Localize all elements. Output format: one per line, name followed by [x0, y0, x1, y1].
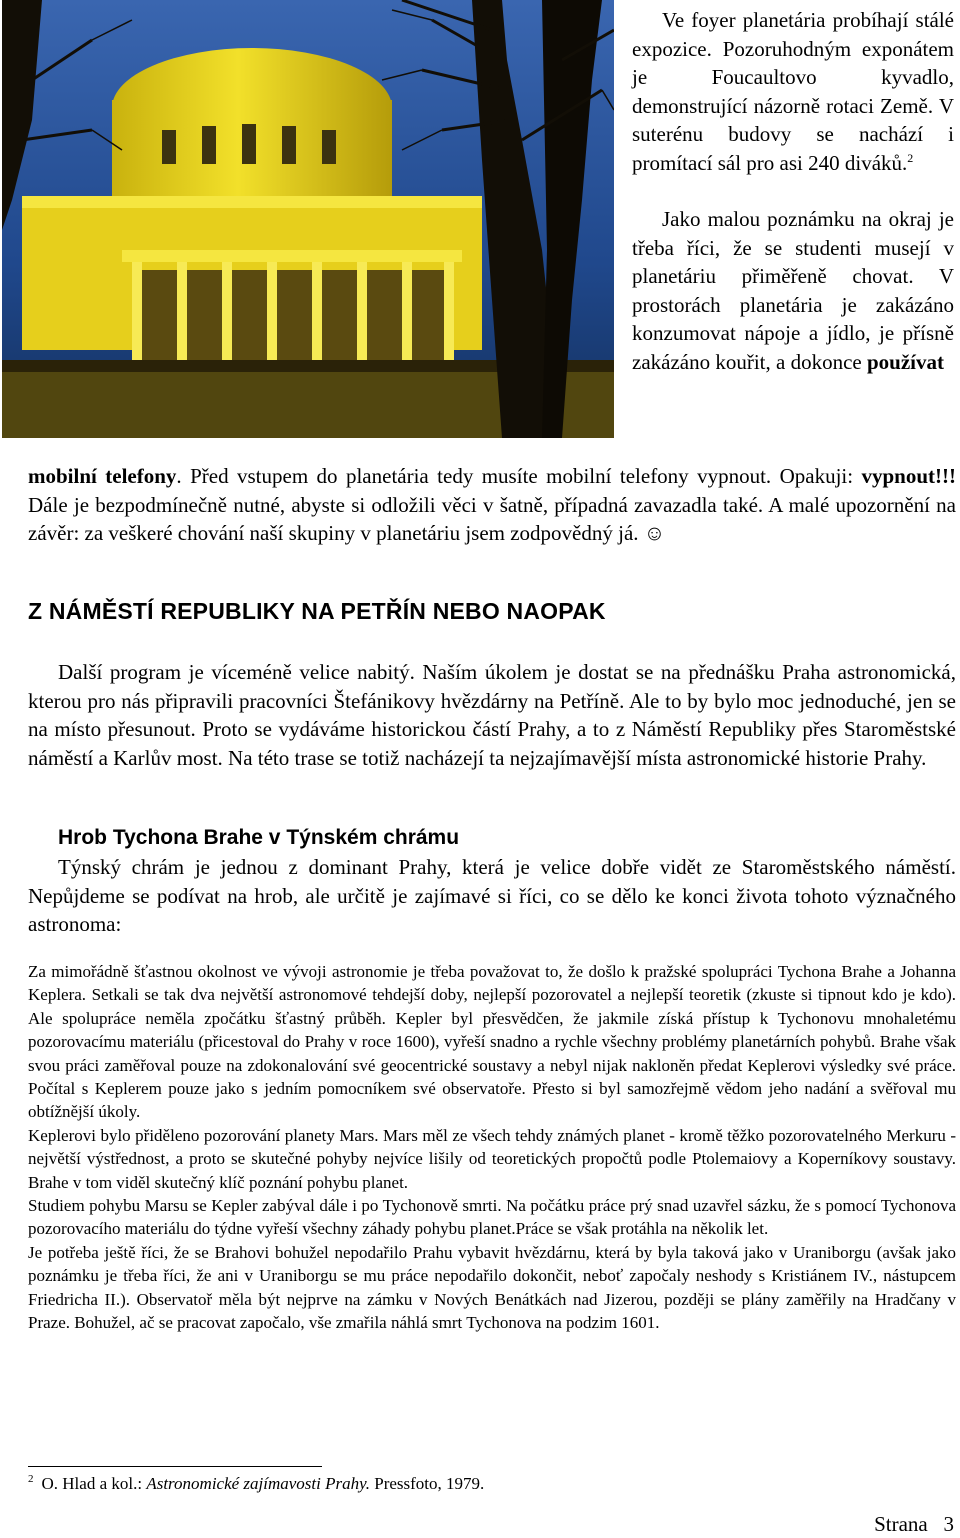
footnote-separator: [28, 1466, 322, 1467]
tyn-paragraph: [28, 853, 956, 939]
behaviour-paragraph: [632, 205, 954, 376]
continuation-text-a: . Před vstupem do planetária tedy musíte mobilní telefony vypnout. Opakuji:: [176, 464, 862, 488]
footnote-number: 2: [28, 1473, 34, 1486]
behaviour-bold: používat: [866, 349, 944, 374]
footnote: [28, 1472, 484, 1495]
footnote-title: Astronomické zajímavosti Prahy.: [146, 1474, 370, 1493]
planetarium-photo: [2, 0, 614, 438]
small-paragraph-1: Za mimořádně šťastnou okolnost ve vývoji astronomie je třeba považovat to, že došlo k pražské spolupráci Tychona Brahe a Johanna Keplera. Setkali se tak dva největší astronomové tehdejší doby, nejlepší pozorovatel a nejlepší teoretik (zkuste si tipnout kdo je kdo). Ale spolupráce neměla zpočátku šťastný průběh. Kepler byl přesvědčen, že jakmile získá přístup k Tychonovu mnohaletému pozorovacímu materiálu (přicestoval do Prahy v roce 1600), vyřeší snadno a rychle všechny problémy planetárních pohybů. Brahe však svou práci zaměřoval pouze na zdokonalování své geocentrické soustavy a nebyl nijak nakloněn předat Keplerovi výsledky své práce. Počítal s Keplerem pouze jako s jedním pomocníkem své observatoře. Přesto si byl samozřejmě vědom jeho nadání a svěřoval mu obtížnější úkoly.: [28, 962, 956, 1122]
route-paragraph-text: Další program je víceméně velice nabitý. Naším úkolem je dostat se na přednášku Praha astronomická, kterou pro nás připravili pracovníci Štefánikovy hvězdárny na Petříně. Ale to by bylo moc jednoduché, jen se na místo přesunout. Proto se vydáváme historickou částí Prahy, a to z Náměstí Republiky přes Staroměstské náměstí a Karlův most. Na této trase se totiž nacházejí ta nejzajímavější místa astronomické historie Prahy.: [28, 660, 956, 770]
bold-switch-off: vypnout!!!: [861, 464, 957, 488]
right-column-text: [632, 6, 954, 376]
behaviour-paragraph-text: Jako malou poznámku na okraj je třeba říci, že se studenti musejí v planetáriu přiměřeně chovat. V prostorách planetária je zakázáno konzumovat nápoje a jídlo, je přísně zakázáno kouřit, a dokonce: [632, 207, 954, 374]
route-paragraph: [28, 658, 956, 772]
continuation-paragraph: [28, 462, 956, 548]
small-paragraph-4: Je potřeba ještě říci, že se Brahovi bohužel nepodařilo Prahu vybavit hvězdárnu, která by byla taková jako v Uraniborgu (avšak jako poznámku je třeba říci, že ani v Uraniborgu se mu práce nepodařilo dokončit, neboť započaly neshody s Kristiánem IV., nástupcem Friedricha II.). Observatoř měla být nejprve na zámku v Nových Benátkách nad Jizerou, později se plány zaměřily na Hradčany v Praze. Bohužel, ač se pracovat započalo, vše zmařila náhlá smrt Tychonova na podzim 1601.: [28, 1242, 956, 1333]
planetarium-illustration: [2, 0, 614, 438]
footnote-suffix: Pressfoto, 1979.: [369, 1474, 485, 1493]
footnote-prefix: O. Hlad a kol.:: [41, 1474, 147, 1493]
footnote-ref: 2: [907, 150, 914, 165]
section-heading-route: Z NÁMĚSTÍ REPUBLIKY NA PETŘÍN NEBO NAOPAK: [28, 598, 606, 624]
foyer-paragraph-text: Ve foyer planetária probíhají stálé expozice. Pozoruhodným exponátem je Foucaultovo kyvadlo, demonstrující názorně rotaci Země. V suterénu budovy se nachází i promítací sál pro asi 240 diváků.: [632, 8, 954, 175]
bold-phones: mobilní telefony: [28, 464, 177, 488]
page-number: Strana 3: [874, 1512, 954, 1536]
small-paragraph-3: Studiem pohybu Marsu se Kepler zabýval dále i po Tychonově smrti. Na počátku práce prý snad uzavřel sázku, že s pomocí Tychonova pozorovacího materiálu do týdne vyřeší všechny záhady pohybu planet.Práce se však protáhla na několik let.: [28, 1196, 956, 1239]
foyer-paragraph: [632, 6, 954, 177]
small-paragraph-2: Keplerovi bylo přiděleno pozorování planety Mars. Mars měl ze všech tehdy známých planet - kromě těžko pozorovatelného Merkuru - největší výstřednost, a proto se skutečné pohyby nejvíce lišily od teoretických propočtů podle Ptolemaiovy a Koperníkovy soustavy. Brahe v tom viděl skutečný klíč poznání pohybu planet.: [28, 1125, 956, 1192]
section-heading-tycho: Hrob Tychona Brahe v Týnském chrámu: [58, 826, 460, 849]
kepler-brahe-block: [28, 960, 956, 1335]
continuation-text-c: Dále je bezpodmínečně nutné, abyste si odložili věci v šatně, případná zavazadla také. A malé upozornění na závěr: za veškeré chování naší skupiny v planetáriu jsem zodpovědný já. ☺: [28, 492, 956, 545]
tyn-paragraph-text: Týnský chrám je jednou z dominant Prahy, která je velice dobře vidět ze Staroměstského náměstí. Nepůjdeme se podívat na hrob, ale určitě je zajímavé si říci, co se dělo ke konci života tohoto význačného astronoma:: [28, 855, 956, 936]
